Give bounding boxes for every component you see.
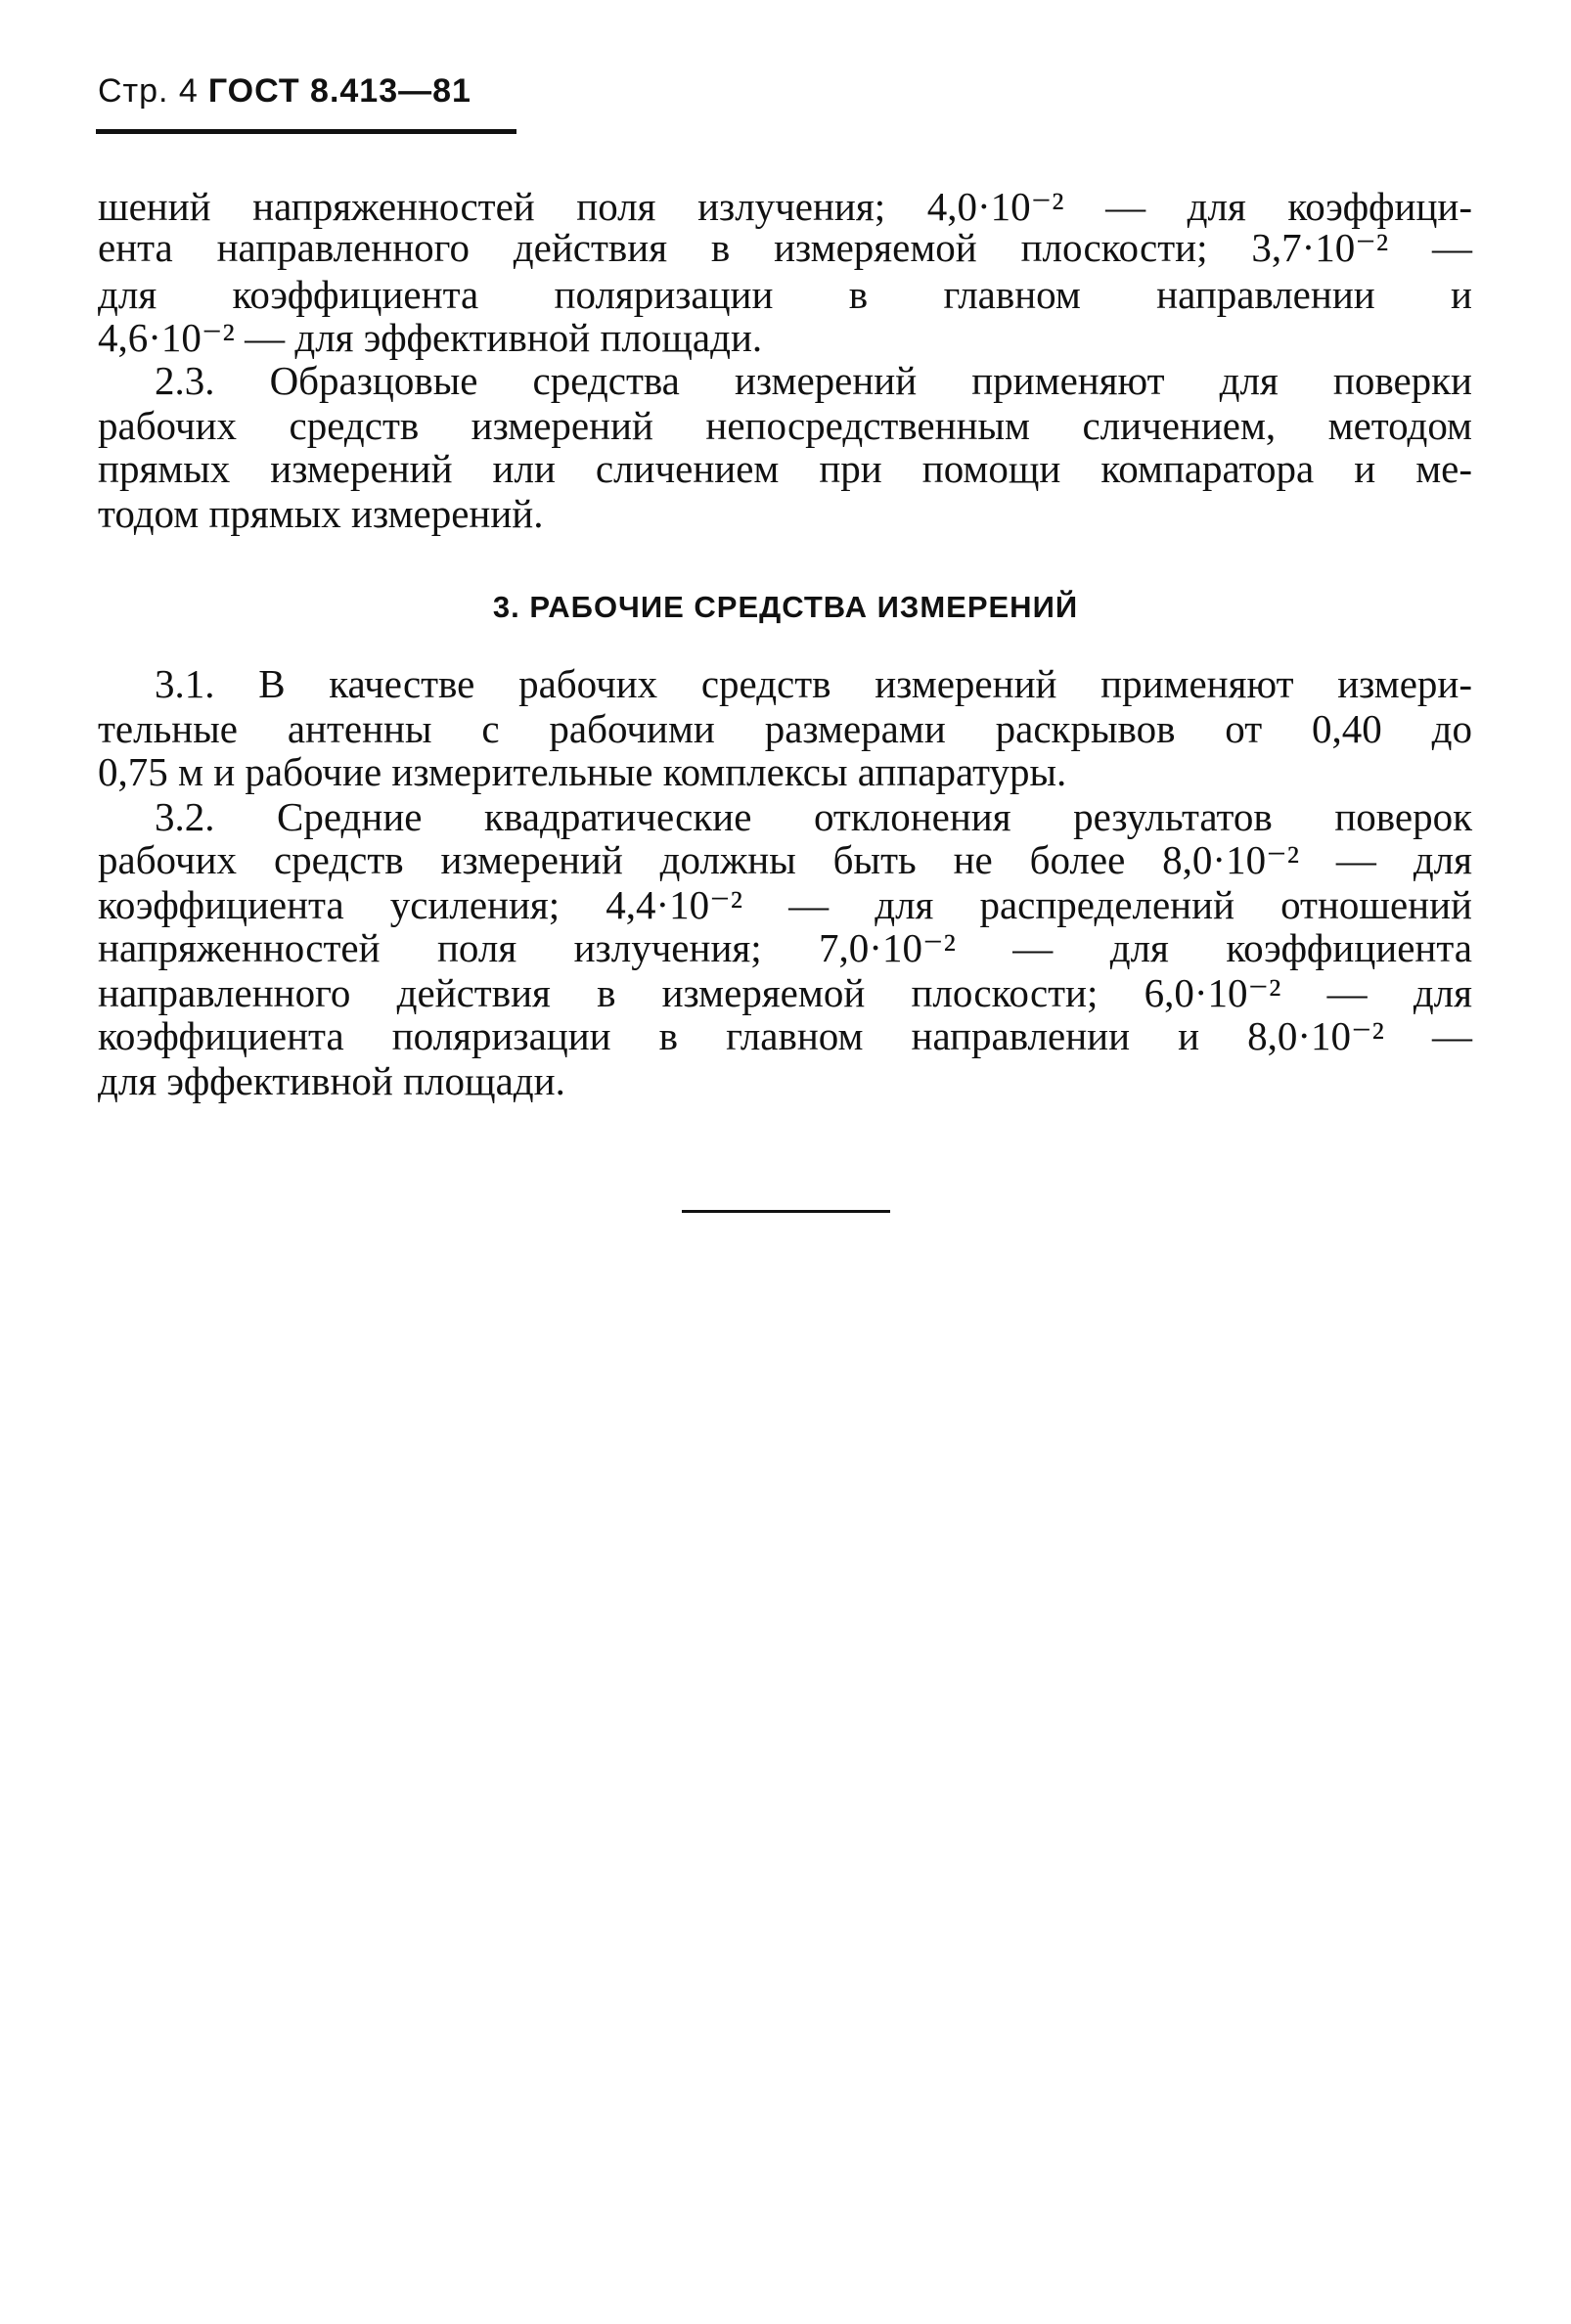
text-line: рабочих средств измерений непосредственным сличением, методом [98,403,1472,448]
running-header [98,72,471,111]
text-line: рабочих средств измерений должны быть не более 8,0·10⁻² — для [98,837,1472,882]
text-line: для коэффициента поляризации в главном направлении и [98,272,1472,317]
text-line: 4,6·10⁻² — для эффективной площади. [98,315,763,360]
paragraph-3-2-start: 3.2. Средние квадратические отклонения результатов поверок [155,794,1472,839]
text-line: тельные антенны с рабочими размерами раскрывов от 0,40 до [98,706,1472,751]
text-line: 0,75 м и рабочие измерительные комплексы аппаратуры. [98,749,1067,794]
text-line: тодом прямых измерений. [98,491,544,536]
text-line: ента направленного действия в измеряемой плоскости; 3,7·10⁻² — [98,225,1472,270]
standard-number: ГОСТ 8.413—81 [207,72,471,110]
paragraph-3-1-start: 3.1. В качестве рабочих средств измерений применяют измери- [155,661,1472,706]
text-line: шений напряженностей поля излучения; 4,0·10⁻² — для коэффици- [98,184,1472,229]
header-rule [96,129,516,134]
text-line: коэффициента усиления; 4,4·10⁻² — для распределений отношений [98,882,1472,927]
text-line: напряженностей поля излучения; 7,0·10⁻² — для коэффициента [98,925,1472,970]
end-rule [682,1210,890,1213]
text-line: прямых измерений или сличением при помощи компаратора и ме- [98,446,1472,491]
text-line: направленного действия в измеряемой плоскости; 6,0·10⁻² — для [98,970,1472,1015]
text-line: для эффективной площади. [98,1058,565,1103]
text-line: коэффициента поляризации в главном направлении и 8,0·10⁻² — [98,1013,1472,1058]
page-number: Стр. 4 [98,72,199,110]
section-heading: 3. РАБОЧИЕ СРЕДСТВА ИЗМЕРЕНИЙ [492,590,1079,624]
paragraph-2-3-start: 2.3. Образцовые средства измерений применяют для поверки [155,358,1472,403]
